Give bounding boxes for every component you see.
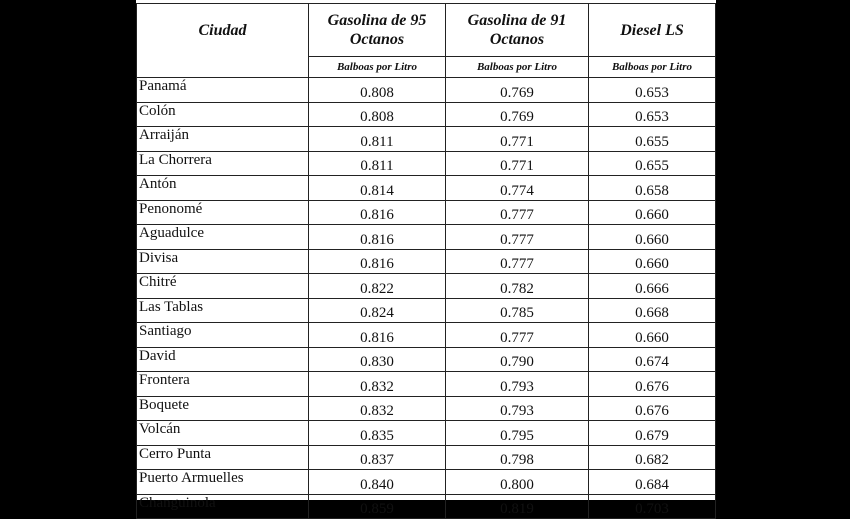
cell-gasolina-95: 0.811: [309, 127, 446, 152]
cell-city: Frontera: [137, 372, 309, 397]
cell-diesel: 0.655: [589, 151, 716, 176]
cell-city: Penonomé: [137, 200, 309, 225]
cell-gasolina-95: 0.816: [309, 200, 446, 225]
cell-gasolina-95: 0.830: [309, 347, 446, 372]
cell-diesel: 0.682: [589, 445, 716, 470]
cell-city: La Chorrera: [137, 151, 309, 176]
cell-city: Cerro Punta: [137, 445, 309, 470]
cell-diesel: 0.653: [589, 78, 716, 103]
cell-gasolina-95: 0.816: [309, 323, 446, 348]
table-row: [137, 421, 716, 446]
cell-gasolina-91: 0.785: [446, 298, 589, 323]
table-row: [137, 176, 716, 201]
cell-gasolina-91: 0.790: [446, 347, 589, 372]
cell-gasolina-91: 0.771: [446, 151, 589, 176]
header-city: Ciudad: [137, 4, 309, 57]
cell-gasolina-91: 0.771: [446, 127, 589, 152]
table-row: [137, 298, 716, 323]
cell-gasolina-91: 0.793: [446, 372, 589, 397]
cell-diesel: 0.655: [589, 127, 716, 152]
cell-gasolina-95: 0.808: [309, 78, 446, 103]
cell-gasolina-91: 0.793: [446, 396, 589, 421]
document-page: [136, 0, 716, 517]
cell-city: Puerto Armuelles: [137, 470, 309, 495]
table-row: [137, 347, 716, 372]
cell-gasolina-91: 0.800: [446, 470, 589, 495]
header-row: [137, 4, 716, 57]
table-row: [137, 102, 716, 127]
cell-diesel: 0.660: [589, 323, 716, 348]
units-blank-cell: [137, 57, 309, 78]
cell-gasolina-95: 0.837: [309, 445, 446, 470]
cell-gasolina-95: 0.859: [309, 494, 446, 519]
table-row: [137, 249, 716, 274]
cell-gasolina-95: 0.824: [309, 298, 446, 323]
cell-diesel: 0.658: [589, 176, 716, 201]
cell-gasolina-91: 0.777: [446, 249, 589, 274]
cell-gasolina-91: 0.777: [446, 323, 589, 348]
cell-city: David: [137, 347, 309, 372]
cell-city: Antón: [137, 176, 309, 201]
header-gasolina-95: Gasolina de 95 Octanos: [309, 4, 446, 57]
cell-diesel: 0.679: [589, 421, 716, 446]
units-gasolina-95: Balboas por Litro: [309, 57, 446, 78]
cell-gasolina-95: 0.816: [309, 249, 446, 274]
fuel-price-table: [136, 3, 716, 519]
cell-city: Colón: [137, 102, 309, 127]
table-row: [137, 274, 716, 299]
cell-gasolina-95: 0.840: [309, 470, 446, 495]
cell-diesel: 0.666: [589, 274, 716, 299]
table-row: [137, 78, 716, 103]
cell-city: Santiago: [137, 323, 309, 348]
table-body: [137, 78, 716, 519]
table-row: [137, 372, 716, 397]
cell-diesel: 0.660: [589, 249, 716, 274]
table-row: [137, 225, 716, 250]
cell-gasolina-91: 0.777: [446, 200, 589, 225]
cell-gasolina-95: 0.814: [309, 176, 446, 201]
cell-diesel: 0.674: [589, 347, 716, 372]
cell-gasolina-91: 0.795: [446, 421, 589, 446]
cell-diesel: 0.660: [589, 200, 716, 225]
cell-gasolina-91: 0.769: [446, 78, 589, 103]
cell-diesel: 0.676: [589, 372, 716, 397]
cell-diesel: 0.684: [589, 470, 716, 495]
cell-city: Boquete: [137, 396, 309, 421]
cell-city: Panamá: [137, 78, 309, 103]
cell-diesel: 0.660: [589, 225, 716, 250]
cell-gasolina-95: 0.811: [309, 151, 446, 176]
units-diesel: Balboas por Litro: [589, 57, 716, 78]
cell-gasolina-91: 0.782: [446, 274, 589, 299]
table-row: [137, 445, 716, 470]
cell-gasolina-91: 0.774: [446, 176, 589, 201]
cell-city: Las Tablas: [137, 298, 309, 323]
cell-diesel: 0.653: [589, 102, 716, 127]
cell-diesel: 0.676: [589, 396, 716, 421]
header-diesel: Diesel LS: [589, 4, 716, 57]
units-row: [137, 57, 716, 78]
cell-city: Arraiján: [137, 127, 309, 152]
cell-gasolina-95: 0.808: [309, 102, 446, 127]
cell-gasolina-95: 0.822: [309, 274, 446, 299]
table-row: [137, 323, 716, 348]
table-row: [137, 470, 716, 495]
table-row: [137, 396, 716, 421]
cell-city: Changuinola: [137, 494, 309, 519]
header-gasolina-91: Gasolina de 91 Octanos: [446, 4, 589, 57]
cell-gasolina-95: 0.835: [309, 421, 446, 446]
cell-city: Aguadulce: [137, 225, 309, 250]
cell-city: Divisa: [137, 249, 309, 274]
cell-gasolina-95: 0.832: [309, 372, 446, 397]
cell-gasolina-91: 0.769: [446, 102, 589, 127]
cell-gasolina-95: 0.832: [309, 396, 446, 421]
cell-gasolina-91: 0.798: [446, 445, 589, 470]
units-gasolina-91: Balboas por Litro: [446, 57, 589, 78]
cell-city: Volcán: [137, 421, 309, 446]
table-row: [137, 494, 716, 519]
table-row: [137, 127, 716, 152]
cell-diesel: 0.668: [589, 298, 716, 323]
cell-gasolina-95: 0.816: [309, 225, 446, 250]
table-row: [137, 151, 716, 176]
cell-city: Chitré: [137, 274, 309, 299]
cell-diesel: 0.703: [589, 494, 716, 519]
table-row: [137, 200, 716, 225]
cell-gasolina-91: 0.777: [446, 225, 589, 250]
cell-gasolina-91: 0.819: [446, 494, 589, 519]
